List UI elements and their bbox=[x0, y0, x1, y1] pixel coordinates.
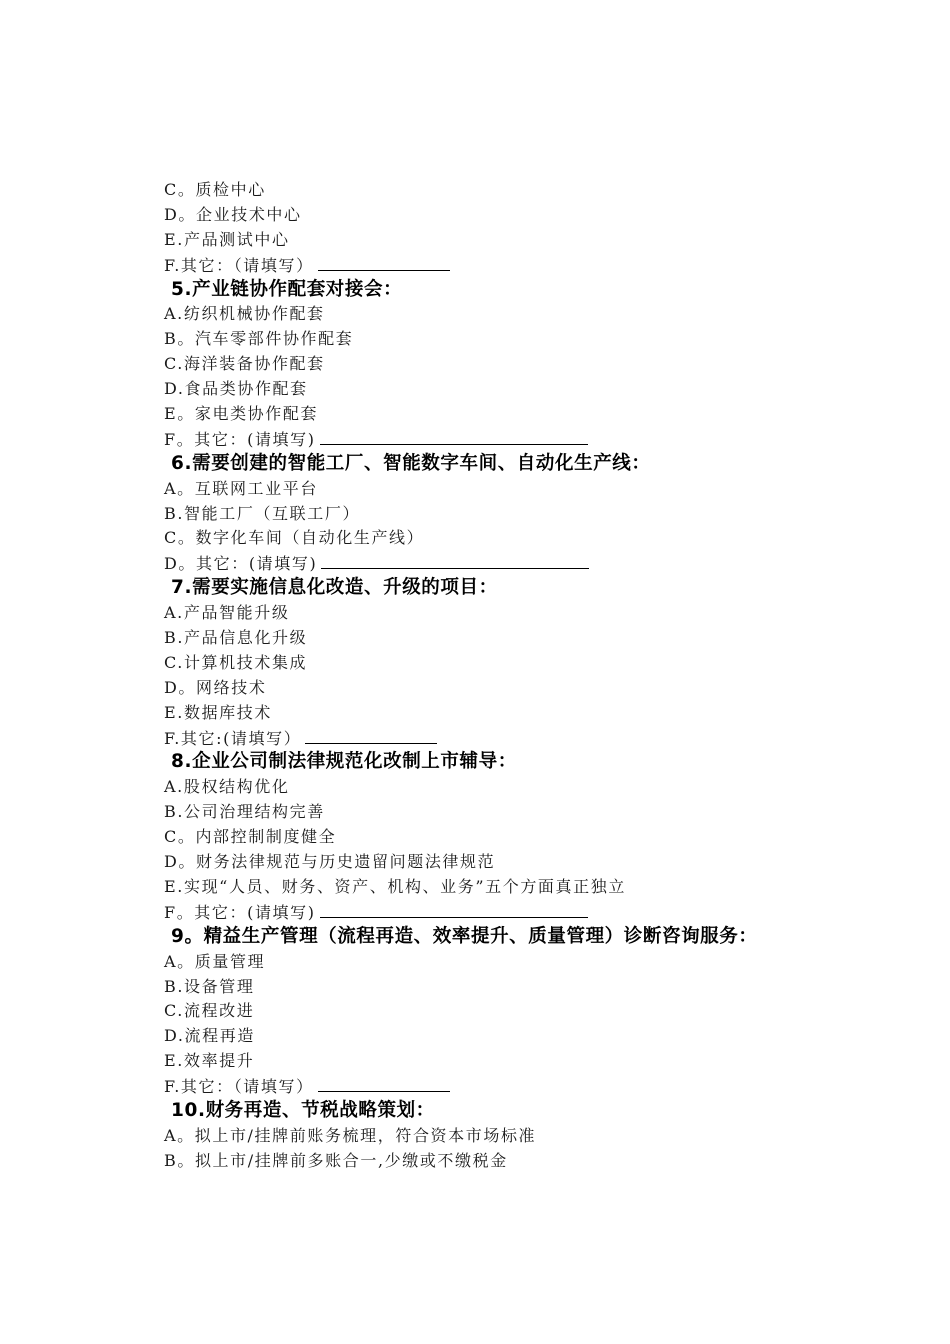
option-item bbox=[164, 302, 884, 327]
option-item bbox=[164, 178, 884, 203]
fill-in-blank[interactable] bbox=[321, 551, 589, 569]
option-item bbox=[164, 352, 884, 377]
option-label: C.流程改进 bbox=[164, 1001, 255, 1021]
section-heading: 9。精益生产管理（流程再造、效率提升、质量管理）诊断咨询服务： bbox=[171, 925, 758, 947]
option-item bbox=[164, 551, 884, 576]
option-label: E.产品测试中心 bbox=[164, 229, 290, 249]
option-item bbox=[164, 502, 884, 527]
option-item bbox=[164, 1074, 884, 1099]
option-label: F。其它：(请填写) bbox=[164, 429, 316, 449]
option-label: C。质检中心 bbox=[164, 180, 266, 199]
option-item bbox=[164, 377, 884, 402]
option-item bbox=[164, 999, 884, 1024]
option-item bbox=[164, 228, 884, 253]
option-label: B.智能工厂（互联工厂） bbox=[164, 503, 361, 523]
option-item bbox=[164, 775, 884, 800]
option-item bbox=[164, 676, 884, 701]
option-label: D。企业技术中心 bbox=[164, 204, 302, 224]
option-item bbox=[164, 1024, 884, 1049]
option-label: C。内部控制制度健全 bbox=[164, 827, 337, 847]
option-item bbox=[164, 402, 884, 427]
option-item bbox=[164, 203, 884, 228]
option-label: B。拟上市/挂牌前多账合一,少缴或不缴税金 bbox=[164, 1150, 508, 1170]
fill-in-blank[interactable] bbox=[320, 900, 588, 918]
option-label: B.公司治理结构完善 bbox=[164, 802, 325, 822]
option-label: F.其它:(请填写） bbox=[164, 728, 302, 748]
option-label: E.实现“人员、财务、资产、机构、业务”五个方面真正独立 bbox=[164, 876, 626, 896]
option-item bbox=[164, 526, 884, 551]
option-item bbox=[164, 477, 884, 502]
option-label: E.数据库技术 bbox=[164, 702, 272, 722]
option-label: A.纺织机械协作配套 bbox=[164, 304, 325, 324]
option-label: E。家电类协作配套 bbox=[164, 404, 319, 424]
questionnaire-body bbox=[164, 178, 884, 1174]
option-label: A.产品智能升级 bbox=[164, 603, 290, 623]
option-item bbox=[164, 850, 884, 875]
option-label: A.股权结构优化 bbox=[164, 777, 290, 797]
option-item bbox=[164, 975, 884, 1000]
option-label: A。质量管理 bbox=[164, 951, 266, 971]
section-heading: 5.产业链协作配套对接会： bbox=[171, 278, 403, 300]
option-item bbox=[164, 253, 884, 278]
section-heading: 7.需要实施信息化改造、升级的项目： bbox=[171, 577, 498, 599]
fill-in-blank[interactable] bbox=[320, 427, 588, 445]
option-item bbox=[164, 327, 884, 352]
option-item bbox=[164, 626, 884, 651]
option-label: C.计算机技术集成 bbox=[164, 652, 308, 672]
section-heading: 8.企业公司制法律规范化改制上市辅导： bbox=[171, 751, 517, 773]
option-label: A。拟上市/挂牌前账务梳理，符合资本市场标准 bbox=[164, 1125, 537, 1145]
fill-in-blank[interactable] bbox=[318, 1074, 450, 1092]
section-heading: 6.需要创建的智能工厂、智能数字车间、自动化生产线： bbox=[171, 452, 651, 474]
option-label: D.食品类协作配套 bbox=[164, 379, 308, 399]
option-item bbox=[164, 1049, 884, 1074]
option-item bbox=[164, 950, 884, 975]
option-label: F。其它：(请填写) bbox=[164, 902, 316, 922]
option-item bbox=[164, 601, 884, 626]
option-label: D。财务法律规范与历史遗留问题法律规范 bbox=[164, 852, 496, 872]
option-label: D。其它：(请填写) bbox=[164, 554, 318, 574]
option-item bbox=[164, 651, 884, 676]
option-label: B.产品信息化升级 bbox=[164, 628, 308, 648]
option-item bbox=[164, 825, 884, 850]
option-label: A。互联网工业平台 bbox=[164, 478, 318, 498]
option-item bbox=[164, 1149, 884, 1174]
option-item bbox=[164, 900, 884, 925]
option-label: C.海洋装备协作配套 bbox=[164, 354, 325, 374]
option-label: D。网络技术 bbox=[164, 677, 267, 697]
option-label: F.其它：（请填写） bbox=[164, 255, 314, 275]
option-item bbox=[164, 875, 884, 900]
fill-in-blank[interactable] bbox=[305, 726, 437, 744]
option-label: C。数字化车间（自动化生产线） bbox=[164, 528, 425, 548]
option-item bbox=[164, 800, 884, 825]
section-heading: 10.财务再造、节税战略策划： bbox=[171, 1099, 435, 1121]
option-label: F.其它：（请填写） bbox=[164, 1077, 314, 1097]
option-item bbox=[164, 427, 884, 452]
option-item bbox=[164, 726, 884, 751]
option-label: D.流程再造 bbox=[164, 1026, 255, 1046]
option-item bbox=[164, 701, 884, 726]
option-label: E.效率提升 bbox=[164, 1051, 255, 1071]
option-item bbox=[164, 1124, 884, 1149]
fill-in-blank[interactable] bbox=[318, 253, 450, 271]
option-label: B.设备管理 bbox=[164, 976, 255, 996]
option-label: B。汽车零部件协作配套 bbox=[164, 329, 354, 349]
